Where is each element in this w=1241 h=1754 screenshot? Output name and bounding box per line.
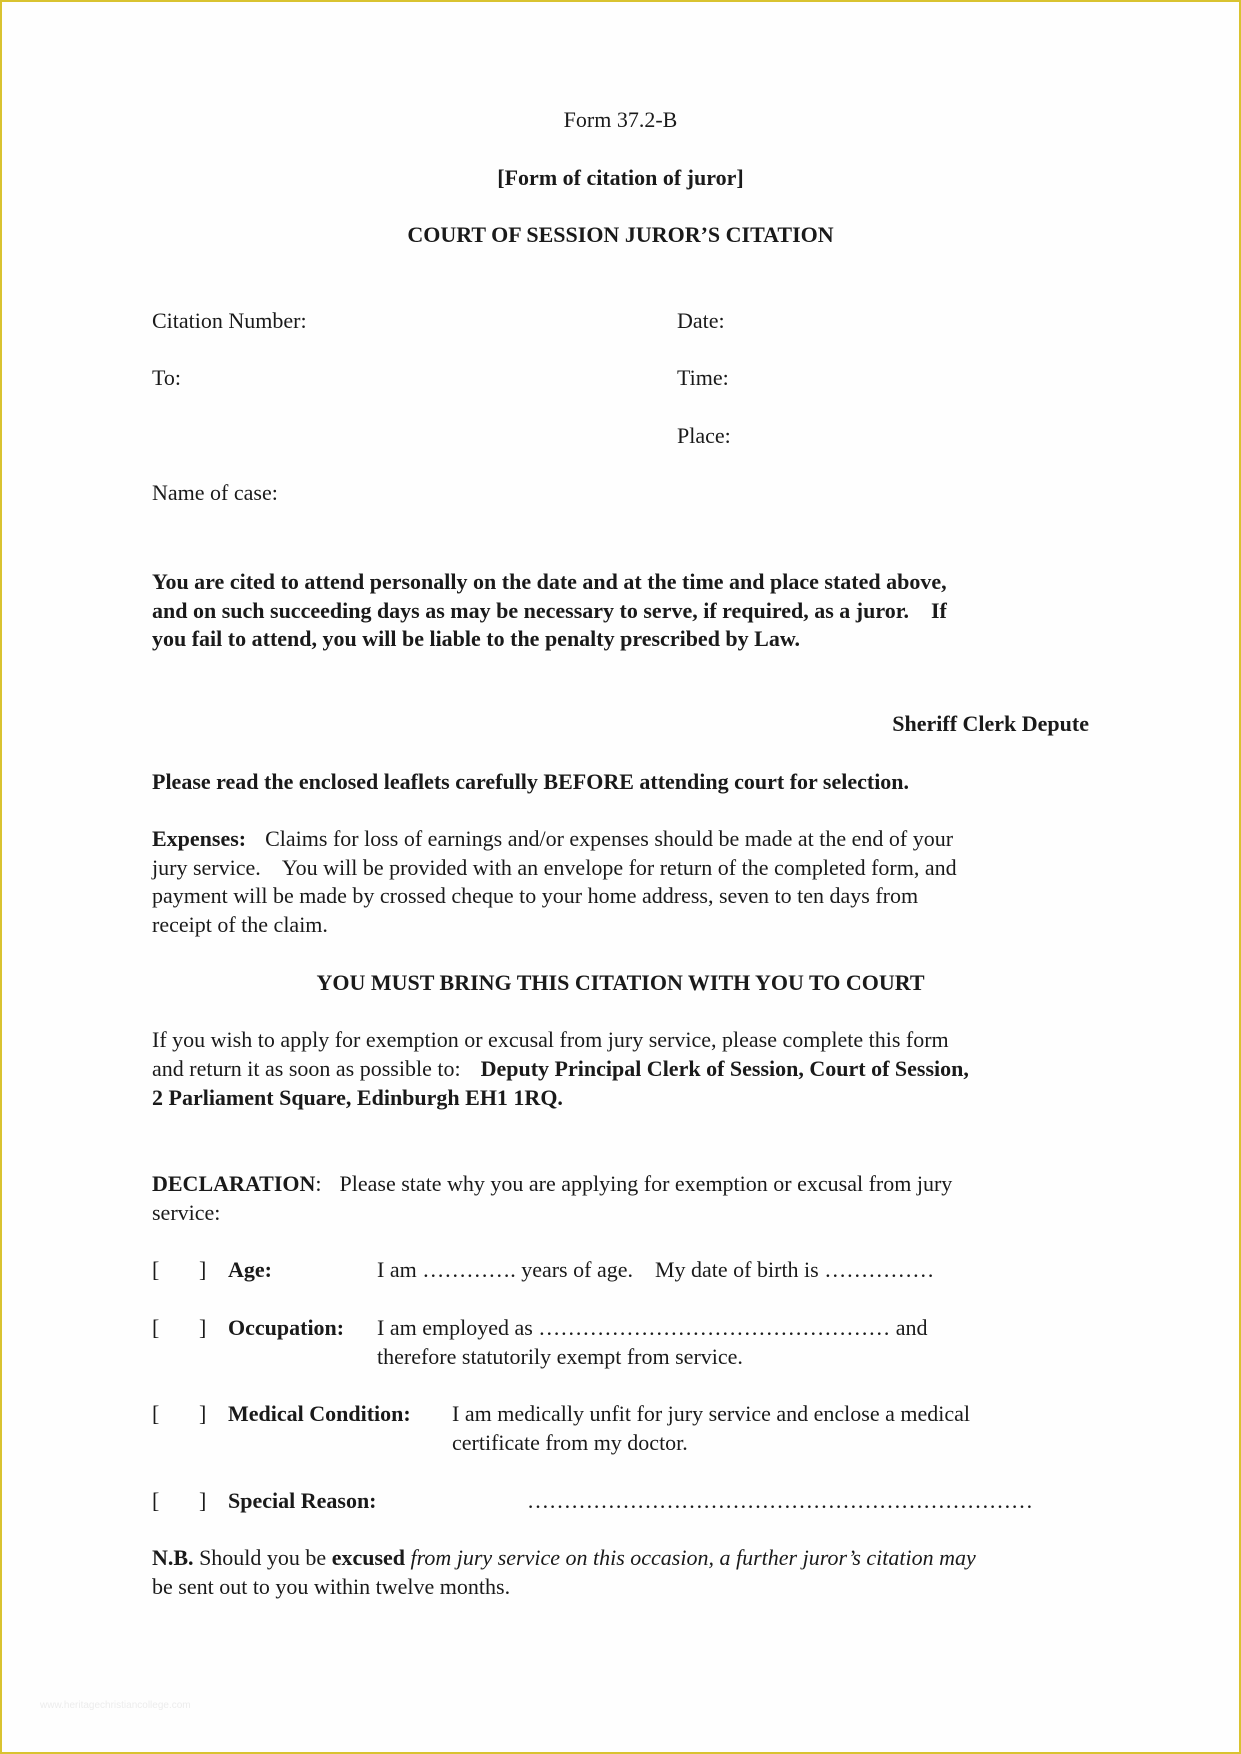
age-text: I am …………. years of age. My date of birth is …………… xyxy=(377,1257,935,1282)
expenses-label: Expenses: xyxy=(152,826,247,851)
medical-text-line-2: certificate from my doctor. xyxy=(452,1430,688,1455)
age-checkbox-open[interactable]: [ xyxy=(152,1257,160,1282)
exemption-address-line: 2 Parliament Square, Edinburgh EH1 1RQ. xyxy=(152,1085,563,1110)
nb-label: N.B. xyxy=(152,1545,194,1570)
medical-text-line-1: I am medically unfit for jury service and enclose a medical xyxy=(452,1401,971,1426)
nb-line-2: be sent out to you within twelve months. xyxy=(152,1574,511,1599)
form-title: COURT OF SESSION JUROR’S CITATION xyxy=(407,222,834,247)
citation-number-field: Citation Number: xyxy=(152,308,307,333)
date-field: Date: xyxy=(677,308,725,333)
leaflet-notice: Please read the enclosed leaflets carefully BEFORE attending court for selection. xyxy=(152,769,910,794)
declaration-label: DECLARATION xyxy=(152,1171,316,1196)
occupation-text-line-2: therefore statutorily exempt from service. xyxy=(377,1344,743,1369)
medical-checkbox-close[interactable]: ] xyxy=(199,1401,207,1426)
form-subtitle: [Form of citation of juror] xyxy=(497,165,744,190)
age-checkbox-close[interactable]: ] xyxy=(199,1257,207,1282)
expenses-line-4: receipt of the claim. xyxy=(152,912,328,937)
expenses-line-2: jury service. You will be provided with an envelope for return of the completed form, and xyxy=(152,855,957,880)
special-reason-label: Special Reason: xyxy=(228,1488,377,1513)
declaration-text: Please state why you are applying for exemption or excusal from jury xyxy=(339,1171,953,1196)
age-label: Age: xyxy=(228,1257,272,1282)
exemption-line-1: If you wish to apply for exemption or excusal from jury service, please complete this form xyxy=(152,1027,949,1052)
expenses-line-1 xyxy=(152,824,953,853)
place-field: Place: xyxy=(677,423,731,448)
special-checkbox-open[interactable]: [ xyxy=(152,1488,160,1513)
medical-condition-label: Medical Condition: xyxy=(228,1401,411,1426)
special-reason-dots: …………………………………………………………… xyxy=(527,1488,1033,1513)
watermark: www.heritagechristiancollege.com xyxy=(40,1700,191,1711)
citation-notice-line-1: You are cited to attend personally on the date and at the time and place stated above, xyxy=(152,569,947,594)
expenses-text: Claims for loss of earnings and/or expenses should be made at the end of your xyxy=(265,826,954,851)
nb-line-1: N.B. Should you be excused from jury service on this occasion, a further juror’s citation may xyxy=(152,1545,976,1570)
expenses-line-3: payment will be made by crossed cheque to your home address, seven to ten days from xyxy=(152,883,919,908)
form-number: Form 37.2-B xyxy=(563,107,678,132)
citation-notice-line-2: and on such succeeding days as may be necessary to serve, if required, as a juror. If xyxy=(152,598,947,623)
exemption-line-2 xyxy=(152,1054,969,1083)
exemption-return-text: and return it as soon as possible to: xyxy=(152,1056,461,1081)
medical-checkbox-open[interactable]: [ xyxy=(152,1401,160,1426)
occupation-checkbox-close[interactable]: ] xyxy=(199,1315,207,1340)
special-checkbox-close[interactable]: ] xyxy=(199,1488,207,1513)
name-of-case-field: Name of case: xyxy=(152,480,278,505)
declaration-line-2: service: xyxy=(152,1200,221,1225)
clerk-address: Deputy Principal Clerk of Session, Court of Session, xyxy=(480,1056,969,1081)
time-field: Time: xyxy=(677,365,729,390)
bring-citation-notice: YOU MUST BRING THIS CITATION WITH YOU TO COURT xyxy=(316,970,925,995)
declaration-line-1: DECLARATION: Please state why you are applying for exemption or excusal from jury xyxy=(152,1171,953,1196)
occupation-checkbox-open[interactable]: [ xyxy=(152,1315,160,1340)
occupation-label: Occupation: xyxy=(228,1315,345,1340)
occupation-text-line-1: I am employed as ………………………………………… and xyxy=(377,1315,928,1340)
citation-notice-line-3: you fail to attend, you will be liable to the penalty prescribed by Law. xyxy=(152,626,801,651)
to-field: To: xyxy=(152,365,182,390)
signatory: Sheriff Clerk Depute xyxy=(892,711,1089,736)
